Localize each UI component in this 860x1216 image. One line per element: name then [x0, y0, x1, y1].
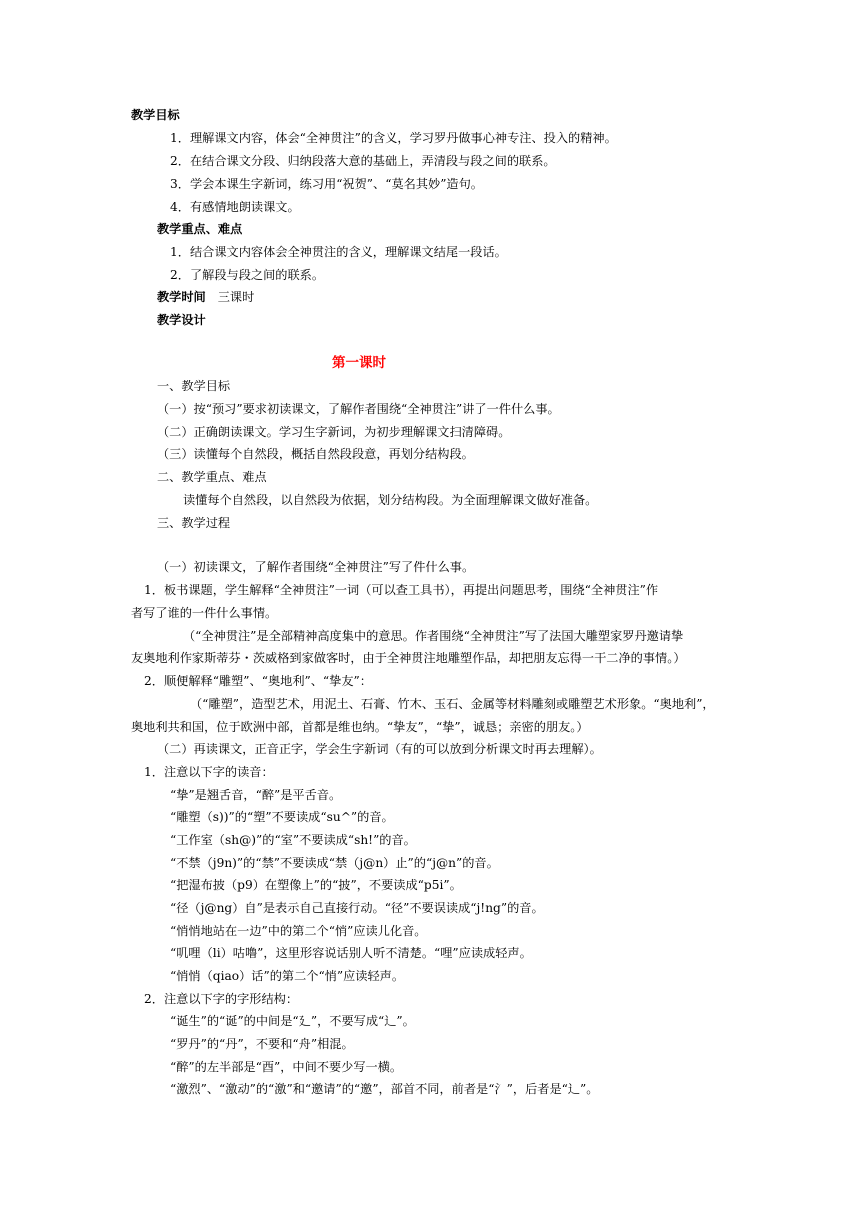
goal-item: 4．有感情地朗读课文。	[170, 200, 300, 214]
form-item: “罗丹”的“丹”，不要和“舟”相混。	[170, 1037, 354, 1051]
process-paragraph: （“雕塑”，造型艺术，用泥土、石膏、竹木、玉石、金属等材料雕刻或雕塑艺术形象。“奥地利”，	[190, 697, 715, 711]
form-item: “诞生”的“诞”的中间是“廴”，不要写成“辶”。	[170, 1014, 415, 1028]
teaching-time	[157, 288, 254, 306]
keypoints-title: 教学重点、难点	[157, 222, 243, 236]
section-heading: 三、教学过程	[157, 516, 231, 530]
process-paragraph: 1．注意以下字的读音：	[144, 765, 274, 779]
process-paragraph: （“全神贯注”是全部精神高度集中的意思。作者围绕“全神贯注”写了法国大雕塑家罗丹邀请挚	[183, 629, 684, 643]
form-item: “醉”的左半部是“酉”，中间不要少写一横。	[170, 1060, 403, 1074]
process-paragraph: 友奥地利作家斯蒂芬・茨威格到家做客时，由于全神贯注地雕塑作品，却把朋友忘得一干二净的事情。）	[131, 651, 686, 665]
goal-item: 2．在结合课文分段、归纳段落大意的基础上，弄清段与段之间的联系。	[170, 154, 556, 168]
process-paragraph: 1．板书课题，学生解释“全神贯注”一词（可以查工具书），再提出问题思考，围绕“全神贯注”作	[144, 583, 659, 597]
pronunciation-item: “径（j@ng）自”是表示自己直接行动。“径”不要误读成“j!ng”的音。	[170, 901, 544, 915]
section-heading: 一、教学目标	[157, 379, 231, 393]
pronunciation-item: “悄悄地站在一边”中的第二个“悄”应读儿化音。	[170, 924, 427, 938]
pronunciation-item: “工作室（sh@)”的“室”不要读成“sh!”的音。	[170, 833, 416, 847]
pronunciation-item: “把湿布披（p9）在塑像上”的“披”，不要读成“p5i”。	[170, 878, 462, 892]
process-paragraph: 者写了谁的一件什么事情。	[131, 606, 278, 620]
keypoint-item: 2．了解段与段之间的联系。	[170, 268, 325, 282]
time-label: 教学时间	[157, 290, 206, 304]
objective-item: （二）正确朗读课文。学习生字新词，为初步理解课文扫清障碍。	[157, 425, 511, 439]
lesson-title: 第一课时	[332, 355, 386, 371]
process-paragraph: （二）再读课文，正音正字，学会生字新词（有的可以放到分析课文时再去理解）。	[157, 742, 602, 756]
form-item: “激烈”、“激动”的“激”和“邀请”的“邀”，部首不同，前者是“氵”，后者是“辶”。	[170, 1082, 599, 1096]
design-title: 教学设计	[157, 313, 206, 327]
pronunciation-item: “悄悄（qiao）话”的第二个“悄”应读轻声。	[170, 969, 405, 983]
process-paragraph: （一）初读课文，了解作者围绕“全神贯注”写了件什么事。	[157, 560, 475, 574]
pronunciation-item: “不禁（j9n)”的“禁”不要读成“禁（j@n）止”的“j@n”的音。	[170, 856, 499, 870]
pronunciation-item: “挚”是翘舌音，“醉”是平舌音。	[170, 788, 342, 802]
process-paragraph: 2．注意以下字的字形结构：	[144, 992, 299, 1006]
goal-item: 1．理解课文内容，体会“全神贯注”的含义，学习罗丹做事心神专注、投入的精神。	[170, 131, 617, 145]
goal-item: 3．学会本课生字新词，练习用“祝贺”、“莫名其妙”造句。	[170, 177, 483, 191]
process-paragraph: 2．顺便解释“雕塑”、“奥地利”、“挚友”：	[144, 674, 372, 688]
objective-item: （三）读懂每个自然段，概括自然段段意，再划分结构段。	[157, 447, 474, 461]
pronunciation-item: “雕塑（s))”的“塑”不要读成“su^”的音。	[170, 810, 394, 824]
keypoint-text: 读懂每个自然段，以自然段为依据，划分结构段。为全面理解课文做好准备。	[183, 493, 598, 507]
section-heading: 二、教学重点、难点	[157, 470, 267, 484]
pronunciation-item: “叽哩（li）咕噜”，这里形容说话别人听不清楚。“哩”应读成轻声。	[170, 946, 532, 960]
time-value: 三课时	[217, 290, 255, 304]
keypoint-item: 1．结合课文内容体会全神贯注的含义，理解课文结尾一段话。	[170, 245, 507, 259]
objective-item: （一）按“预习”要求初读课文，了解作者围绕“全神贯注”讲了一件什么事。	[157, 402, 560, 416]
goals-title: 教学目标	[131, 108, 180, 122]
process-paragraph: 奥地利共和国，位于欧洲中部，首都是维也纳。“挚友”，“挚”，诚恳；亲密的朋友。）	[131, 720, 589, 734]
